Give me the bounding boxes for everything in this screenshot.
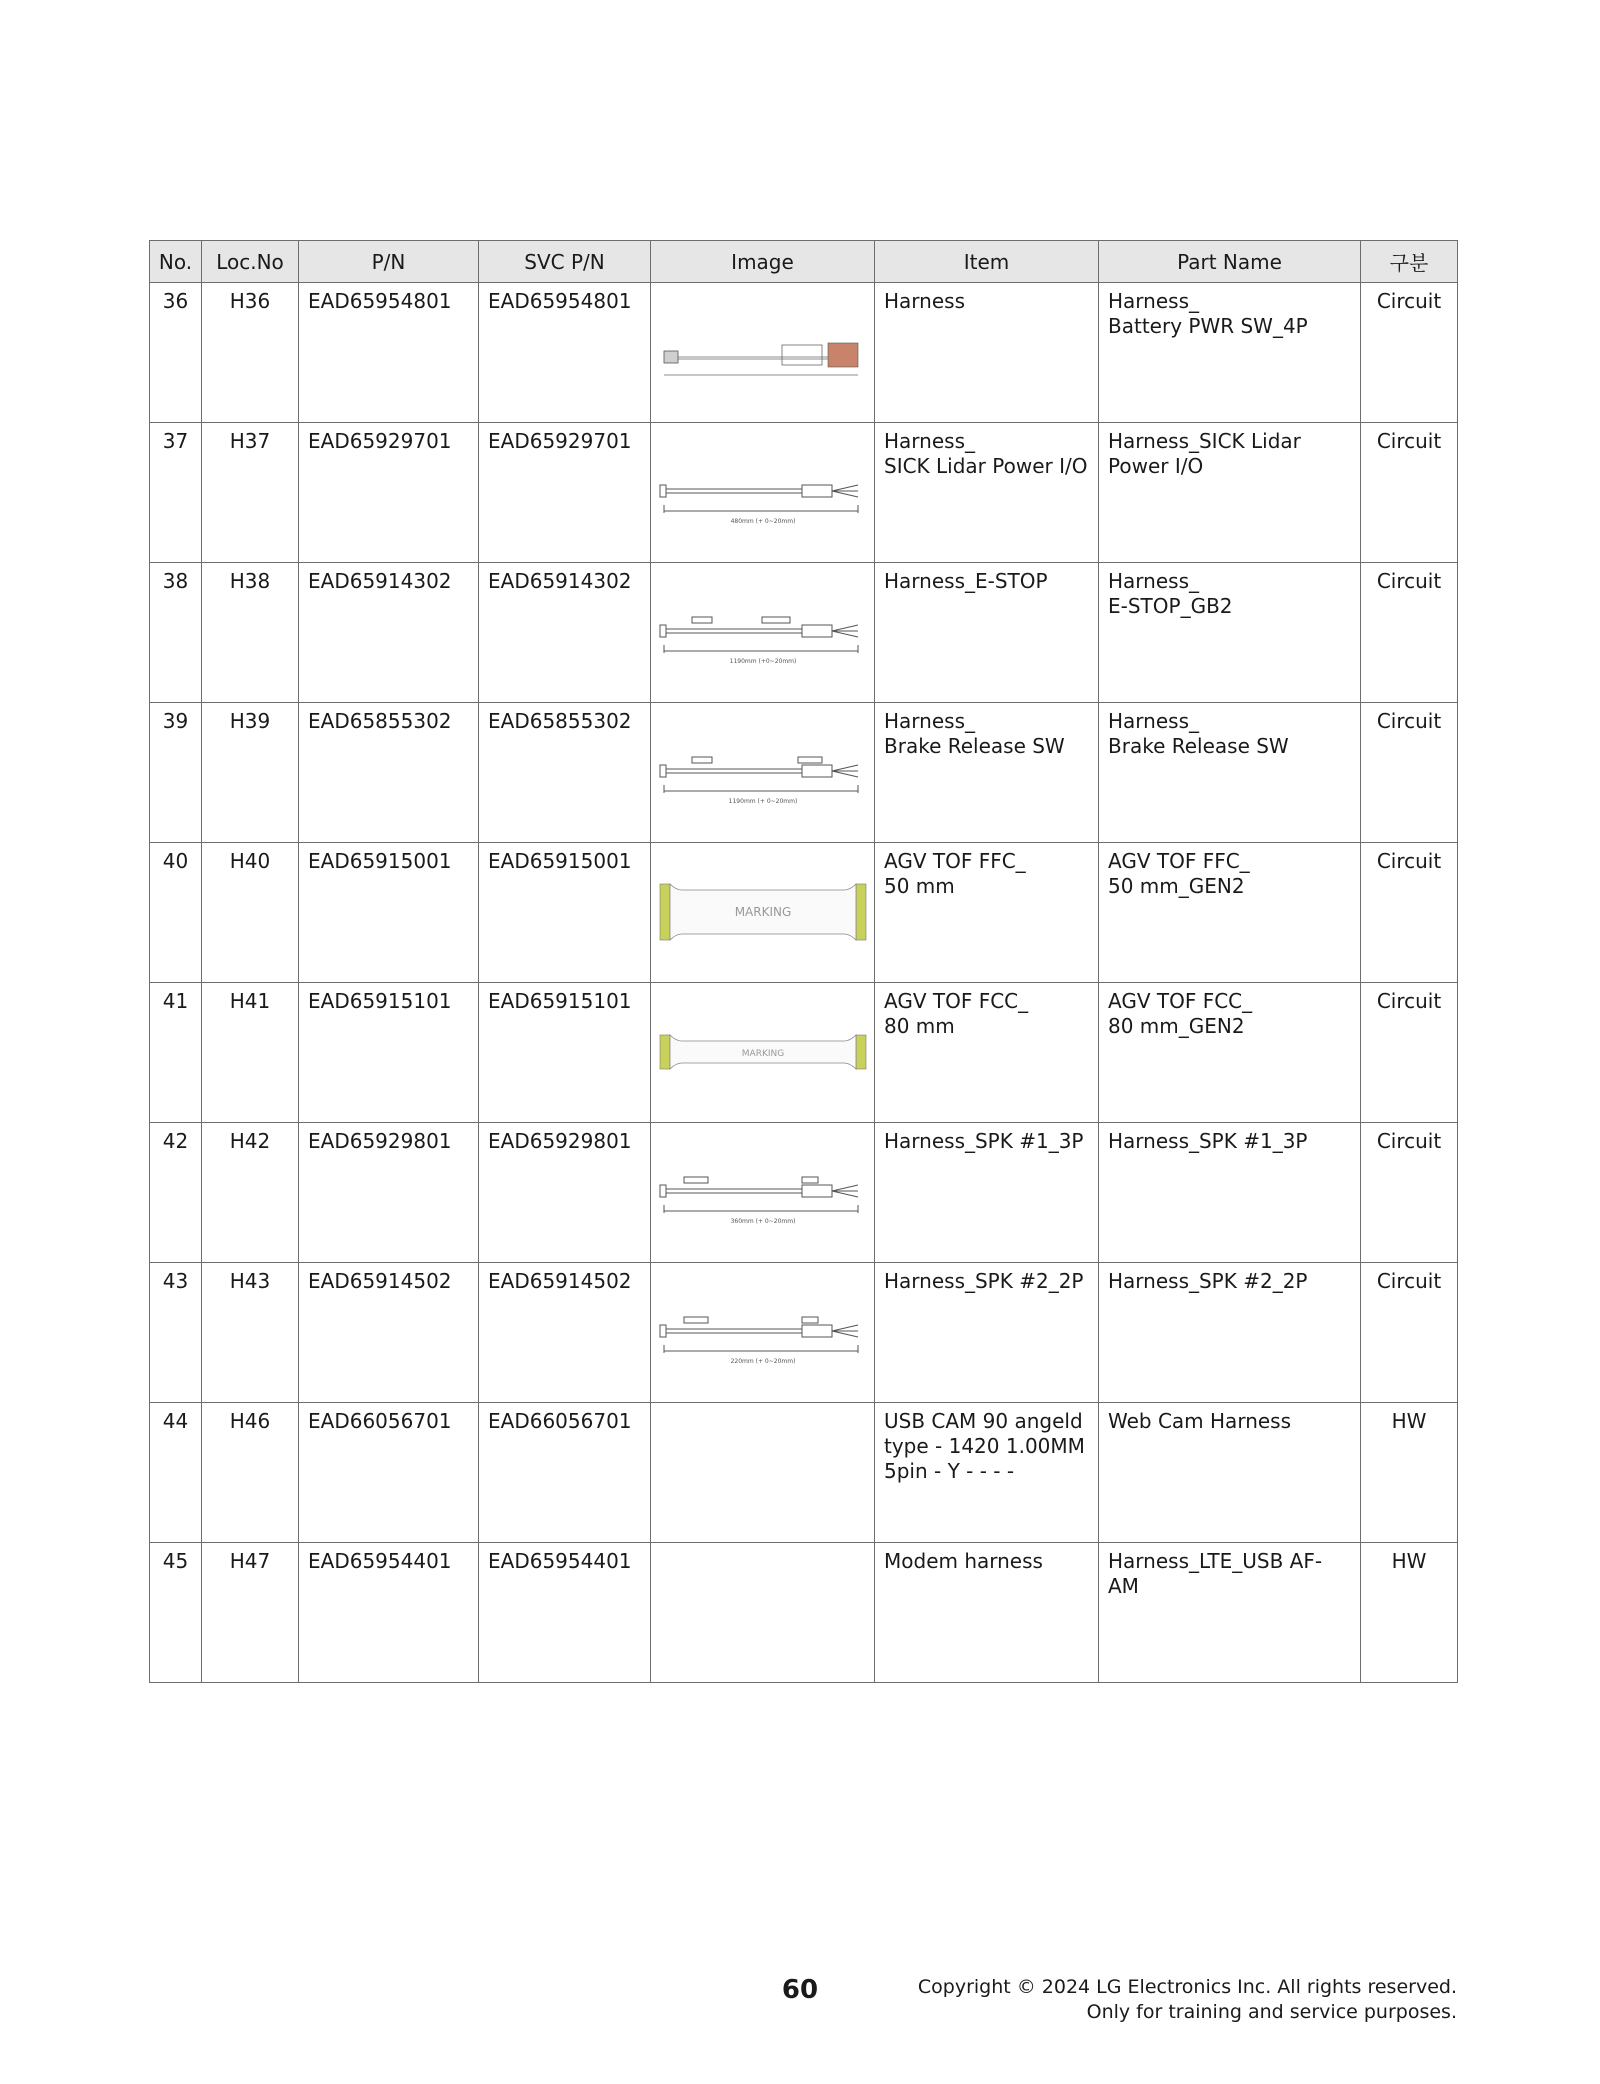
table-row	[150, 1543, 1458, 1683]
row-pn: EAD66056701	[299, 1403, 479, 1543]
table-row	[150, 283, 1458, 423]
svg-text:480mm (+ 0~20mm): 480mm (+ 0~20mm)	[730, 518, 795, 525]
row-category: Circuit	[1361, 983, 1458, 1123]
harness-drawing	[652, 847, 874, 978]
row-image	[651, 563, 875, 703]
harness-drawing	[652, 427, 874, 558]
row-loc-no: H38	[202, 563, 299, 703]
row-category: Circuit	[1361, 1263, 1458, 1403]
row-loc-no: H43	[202, 1263, 299, 1403]
row-svc-pn: EAD65954401	[479, 1543, 651, 1683]
row-item: AGV TOF FFC_ 50 mm	[875, 843, 1099, 983]
table-row	[150, 1263, 1458, 1403]
row-image	[651, 1403, 875, 1543]
row-item: Harness	[875, 283, 1099, 423]
row-pn: EAD65929701	[299, 423, 479, 563]
row-svc-pn: EAD65915001	[479, 843, 651, 983]
row-image	[651, 1543, 875, 1683]
row-svc-pn: EAD65914302	[479, 563, 651, 703]
row-item: Modem harness	[875, 1543, 1099, 1683]
row-no: 45	[150, 1543, 202, 1683]
row-loc-no: H36	[202, 283, 299, 423]
row-item: AGV TOF FCC_ 80 mm	[875, 983, 1099, 1123]
table-row	[150, 1123, 1458, 1263]
row-loc-no: H40	[202, 843, 299, 983]
harness-drawing	[652, 287, 874, 418]
row-category: Circuit	[1361, 283, 1458, 423]
row-svc-pn: EAD65929801	[479, 1123, 651, 1263]
row-part-name: AGV TOF FCC_ 80 mm_GEN2	[1099, 983, 1361, 1123]
row-pn: EAD65914502	[299, 1263, 479, 1403]
row-pn: EAD65914302	[299, 563, 479, 703]
header-category: 구분	[1361, 241, 1458, 283]
row-loc-no: H39	[202, 703, 299, 843]
parts-table	[149, 240, 1458, 1683]
row-svc-pn: EAD65914502	[479, 1263, 651, 1403]
svg-text:MARKING: MARKING	[741, 1049, 784, 1059]
row-category: Circuit	[1361, 1123, 1458, 1263]
copyright-block	[918, 1975, 1457, 2025]
svg-text:1190mm (+0~20mm): 1190mm (+0~20mm)	[729, 658, 796, 665]
harness-drawing	[652, 567, 874, 698]
row-category: Circuit	[1361, 563, 1458, 703]
row-item: USB CAM 90 angeld type - 1420 1.00MM 5pin - Y - - - -	[875, 1403, 1099, 1543]
row-no: 37	[150, 423, 202, 563]
table-row	[150, 703, 1458, 843]
row-image	[651, 983, 875, 1123]
row-item: Harness_SPK #1_3P	[875, 1123, 1099, 1263]
row-svc-pn: EAD65929701	[479, 423, 651, 563]
row-part-name: Harness_SPK #2_2P	[1099, 1263, 1361, 1403]
table-row	[150, 563, 1458, 703]
header-no: No.	[150, 241, 202, 283]
row-part-name: AGV TOF FFC_ 50 mm_GEN2	[1099, 843, 1361, 983]
row-item: Harness_SPK #2_2P	[875, 1263, 1099, 1403]
row-loc-no: H47	[202, 1543, 299, 1683]
row-pn: EAD65915101	[299, 983, 479, 1123]
harness-drawing	[652, 707, 874, 838]
table-row	[150, 1403, 1458, 1543]
row-pn: EAD65855302	[299, 703, 479, 843]
harness-drawing	[652, 1267, 874, 1398]
row-no: 38	[150, 563, 202, 703]
row-part-name: Harness_ Brake Release SW	[1099, 703, 1361, 843]
row-no: 43	[150, 1263, 202, 1403]
row-image	[651, 843, 875, 983]
table-row	[150, 843, 1458, 983]
header-item: Item	[875, 241, 1099, 283]
harness-drawing	[652, 987, 874, 1118]
header-pn: P/N	[299, 241, 479, 283]
row-loc-no: H41	[202, 983, 299, 1123]
header-svc-pn: SVC P/N	[479, 241, 651, 283]
row-pn: EAD65929801	[299, 1123, 479, 1263]
svg-text:MARKING: MARKING	[734, 905, 791, 919]
svg-text:1190mm (+ 0~20mm): 1190mm (+ 0~20mm)	[728, 798, 797, 805]
row-part-name: Harness_ Battery PWR SW_4P	[1099, 283, 1361, 423]
row-loc-no: H46	[202, 1403, 299, 1543]
row-part-name: Harness_SICK Lidar Power I/O	[1099, 423, 1361, 563]
row-no: 40	[150, 843, 202, 983]
row-item: Harness_ Brake Release SW	[875, 703, 1099, 843]
header-part-name: Part Name	[1099, 241, 1361, 283]
row-image	[651, 1123, 875, 1263]
table-row	[150, 423, 1458, 563]
table-row	[150, 983, 1458, 1123]
copyright-text: Copyright © 2024 LG Electronics Inc. All rights reserved.	[917, 1976, 1457, 1998]
row-pn: EAD65954801	[299, 283, 479, 423]
row-loc-no: H37	[202, 423, 299, 563]
row-image	[651, 423, 875, 563]
row-item: Harness_ SICK Lidar Power I/O	[875, 423, 1099, 563]
row-category: HW	[1361, 1543, 1458, 1683]
row-svc-pn: EAD65855302	[479, 703, 651, 843]
row-pn: EAD65915001	[299, 843, 479, 983]
row-part-name: Harness_SPK #1_3P	[1099, 1123, 1361, 1263]
row-category: Circuit	[1361, 703, 1458, 843]
row-svc-pn: EAD65915101	[479, 983, 651, 1123]
harness-drawing	[652, 1127, 874, 1258]
row-image	[651, 283, 875, 423]
row-no: 39	[150, 703, 202, 843]
header-row	[150, 241, 1458, 283]
header-loc-no: Loc.No	[202, 241, 299, 283]
row-image	[651, 1263, 875, 1403]
row-no: 41	[150, 983, 202, 1123]
row-no: 42	[150, 1123, 202, 1263]
usage-note: Only for training and service purposes.	[1086, 2001, 1457, 2023]
row-svc-pn: EAD65954801	[479, 283, 651, 423]
row-svc-pn: EAD66056701	[479, 1403, 651, 1543]
svg-text:360mm (+ 0~20mm): 360mm (+ 0~20mm)	[730, 1218, 795, 1225]
row-part-name: Harness_LTE_USB AF-AM	[1099, 1543, 1361, 1683]
row-category: Circuit	[1361, 423, 1458, 563]
row-no: 36	[150, 283, 202, 423]
row-category: Circuit	[1361, 843, 1458, 983]
row-image	[651, 703, 875, 843]
row-part-name: Harness_ E-STOP_GB2	[1099, 563, 1361, 703]
svg-text:220mm (+ 0~20mm): 220mm (+ 0~20mm)	[730, 1358, 795, 1365]
row-loc-no: H42	[202, 1123, 299, 1263]
header-image: Image	[651, 241, 875, 283]
row-item: Harness_E-STOP	[875, 563, 1099, 703]
row-pn: EAD65954401	[299, 1543, 479, 1683]
page-number: 60	[781, 1975, 819, 2005]
row-category: HW	[1361, 1403, 1458, 1543]
row-no: 44	[150, 1403, 202, 1543]
row-part-name: Web Cam Harness	[1099, 1403, 1361, 1543]
